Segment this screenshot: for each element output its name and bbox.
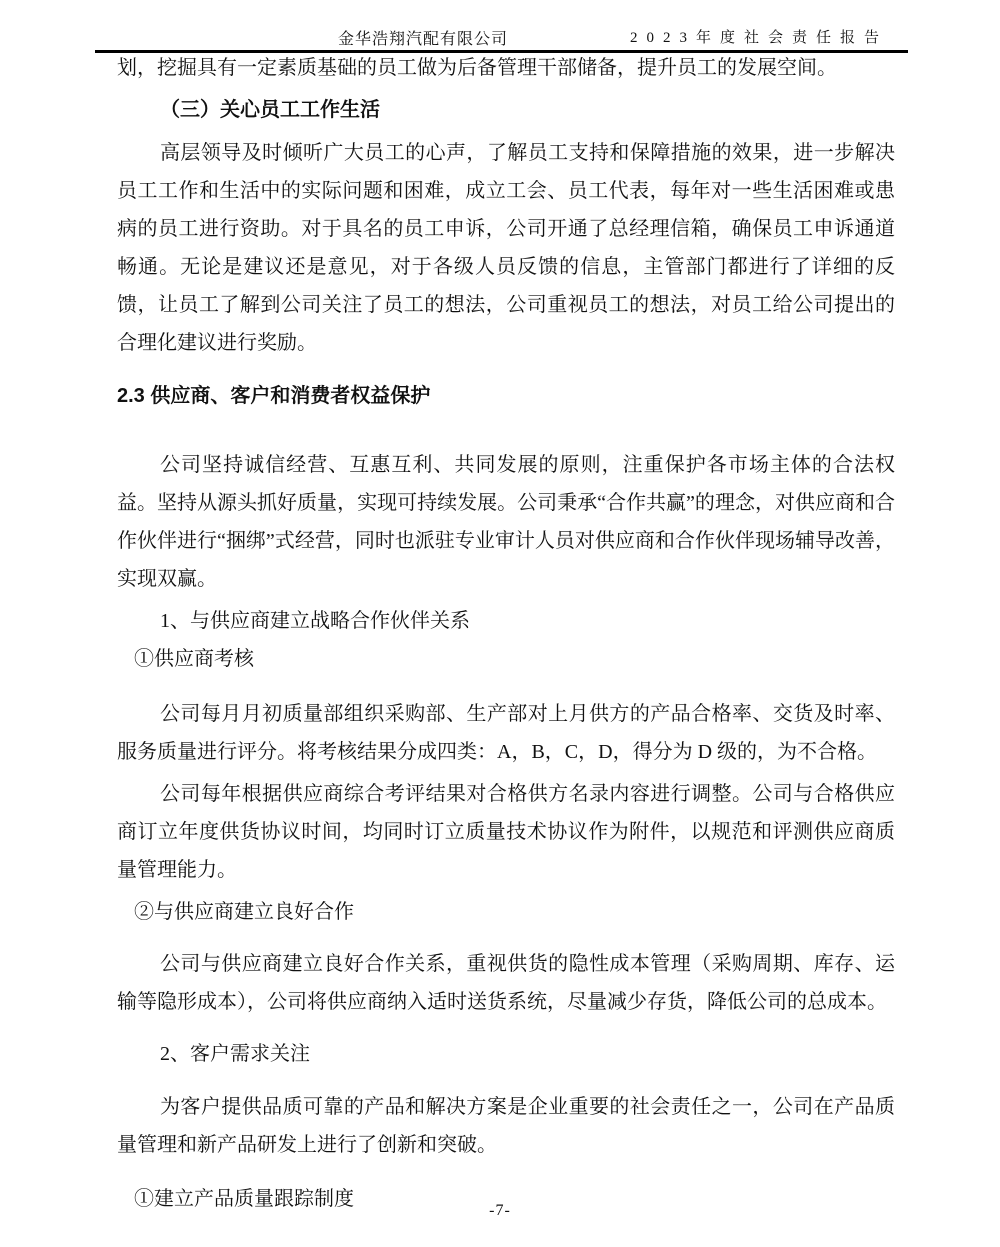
paragraph-employee-voice: 高层领导及时倾听广大员工的心声，了解员工支持和保障措施的效果，进一步解决员工工作和生活中的实际问题和困难，成立工会、员工代表，每年对一些生活困难或患病的员工进行资助。对于具名的员工申诉，公司开通了总经理信箱，确保员工申诉通道畅通。无论是建议还是意见，对于各级人员反馈的信息，主管部门都进行了详细的反馈，让员工了解到公司关注了员工的想法，公司重视员工的想法，对员工给公司提出的合理化建议进行奖励。 bbox=[117, 142, 895, 354]
header-company-name: 金华浩翔汽配有限公司 bbox=[338, 31, 509, 48]
paragraph-monthly-scoring: 公司每月月初质量部组织采购部、生产部对上月供方的产品合格率、交货及时率、服务质量进行评分。将考核结果分成四类：A，B，C，D，得分为 D 级的，为不合格。 bbox=[117, 703, 895, 763]
header-report-title: 2023年度社会责任报告 bbox=[629, 30, 888, 46]
list-item-circle1-supplier-assessment: ①供应商考核 bbox=[134, 648, 254, 670]
paragraph-continuation: 划，挖掘具有一定素质基础的员工做为后备管理干部储备，提升员工的发展空间。 bbox=[117, 57, 837, 79]
paragraph-cooperation-cost: 公司与供应商建立良好合作关系，重视供货的隐性成本管理（采购周期、库存、运输等隐形成本），公司将供应商纳入适时送货系统，尽量减少存货，降低公司的总成本。 bbox=[117, 953, 895, 1013]
list-item-1-supplier-partnership: 1、与供应商建立战略合作伙伴关系 bbox=[160, 610, 470, 632]
paragraph-integrity-principles: 公司坚持诚信经营、互惠互利、共同发展的原则，注重保护各市场主体的合法权益。坚持从源头抓好质量，实现可持续发展。公司秉承“合作共赢”的理念，对供应商和合作伙伴进行“捆绑”式经营，同时也派驻专业审计人员对供应商和合作伙伴现场辅导改善，实现双赢。 bbox=[117, 454, 895, 590]
page-number: -7- bbox=[489, 1202, 511, 1219]
paragraph-annual-review: 公司每年根据供应商综合考评结果对合格供方名录内容进行调整。公司与合格供应商订立年度供货协议时间，均同时订立质量技术协议作为附件，以规范和评测供应商质量管理能力。 bbox=[117, 783, 895, 881]
heading-care-employee-life: （三）关心员工工作生活 bbox=[160, 99, 380, 121]
list-item-2-customer-needs: 2、客户需求关注 bbox=[160, 1043, 310, 1065]
list-item-circle1-quality-tracking: ①建立产品质量跟踪制度 bbox=[134, 1188, 354, 1210]
heading-2-3-supplier-customer-rights: 2.3 供应商、客户和消费者权益保护 bbox=[117, 385, 431, 407]
paragraph-customer-responsibility: 为客户提供品质可靠的产品和解决方案是企业重要的社会责任之一，公司在产品质量管理和新产品研发上进行了创新和突破。 bbox=[117, 1096, 895, 1156]
list-item-circle2-supplier-cooperation: ②与供应商建立良好合作 bbox=[134, 901, 354, 923]
